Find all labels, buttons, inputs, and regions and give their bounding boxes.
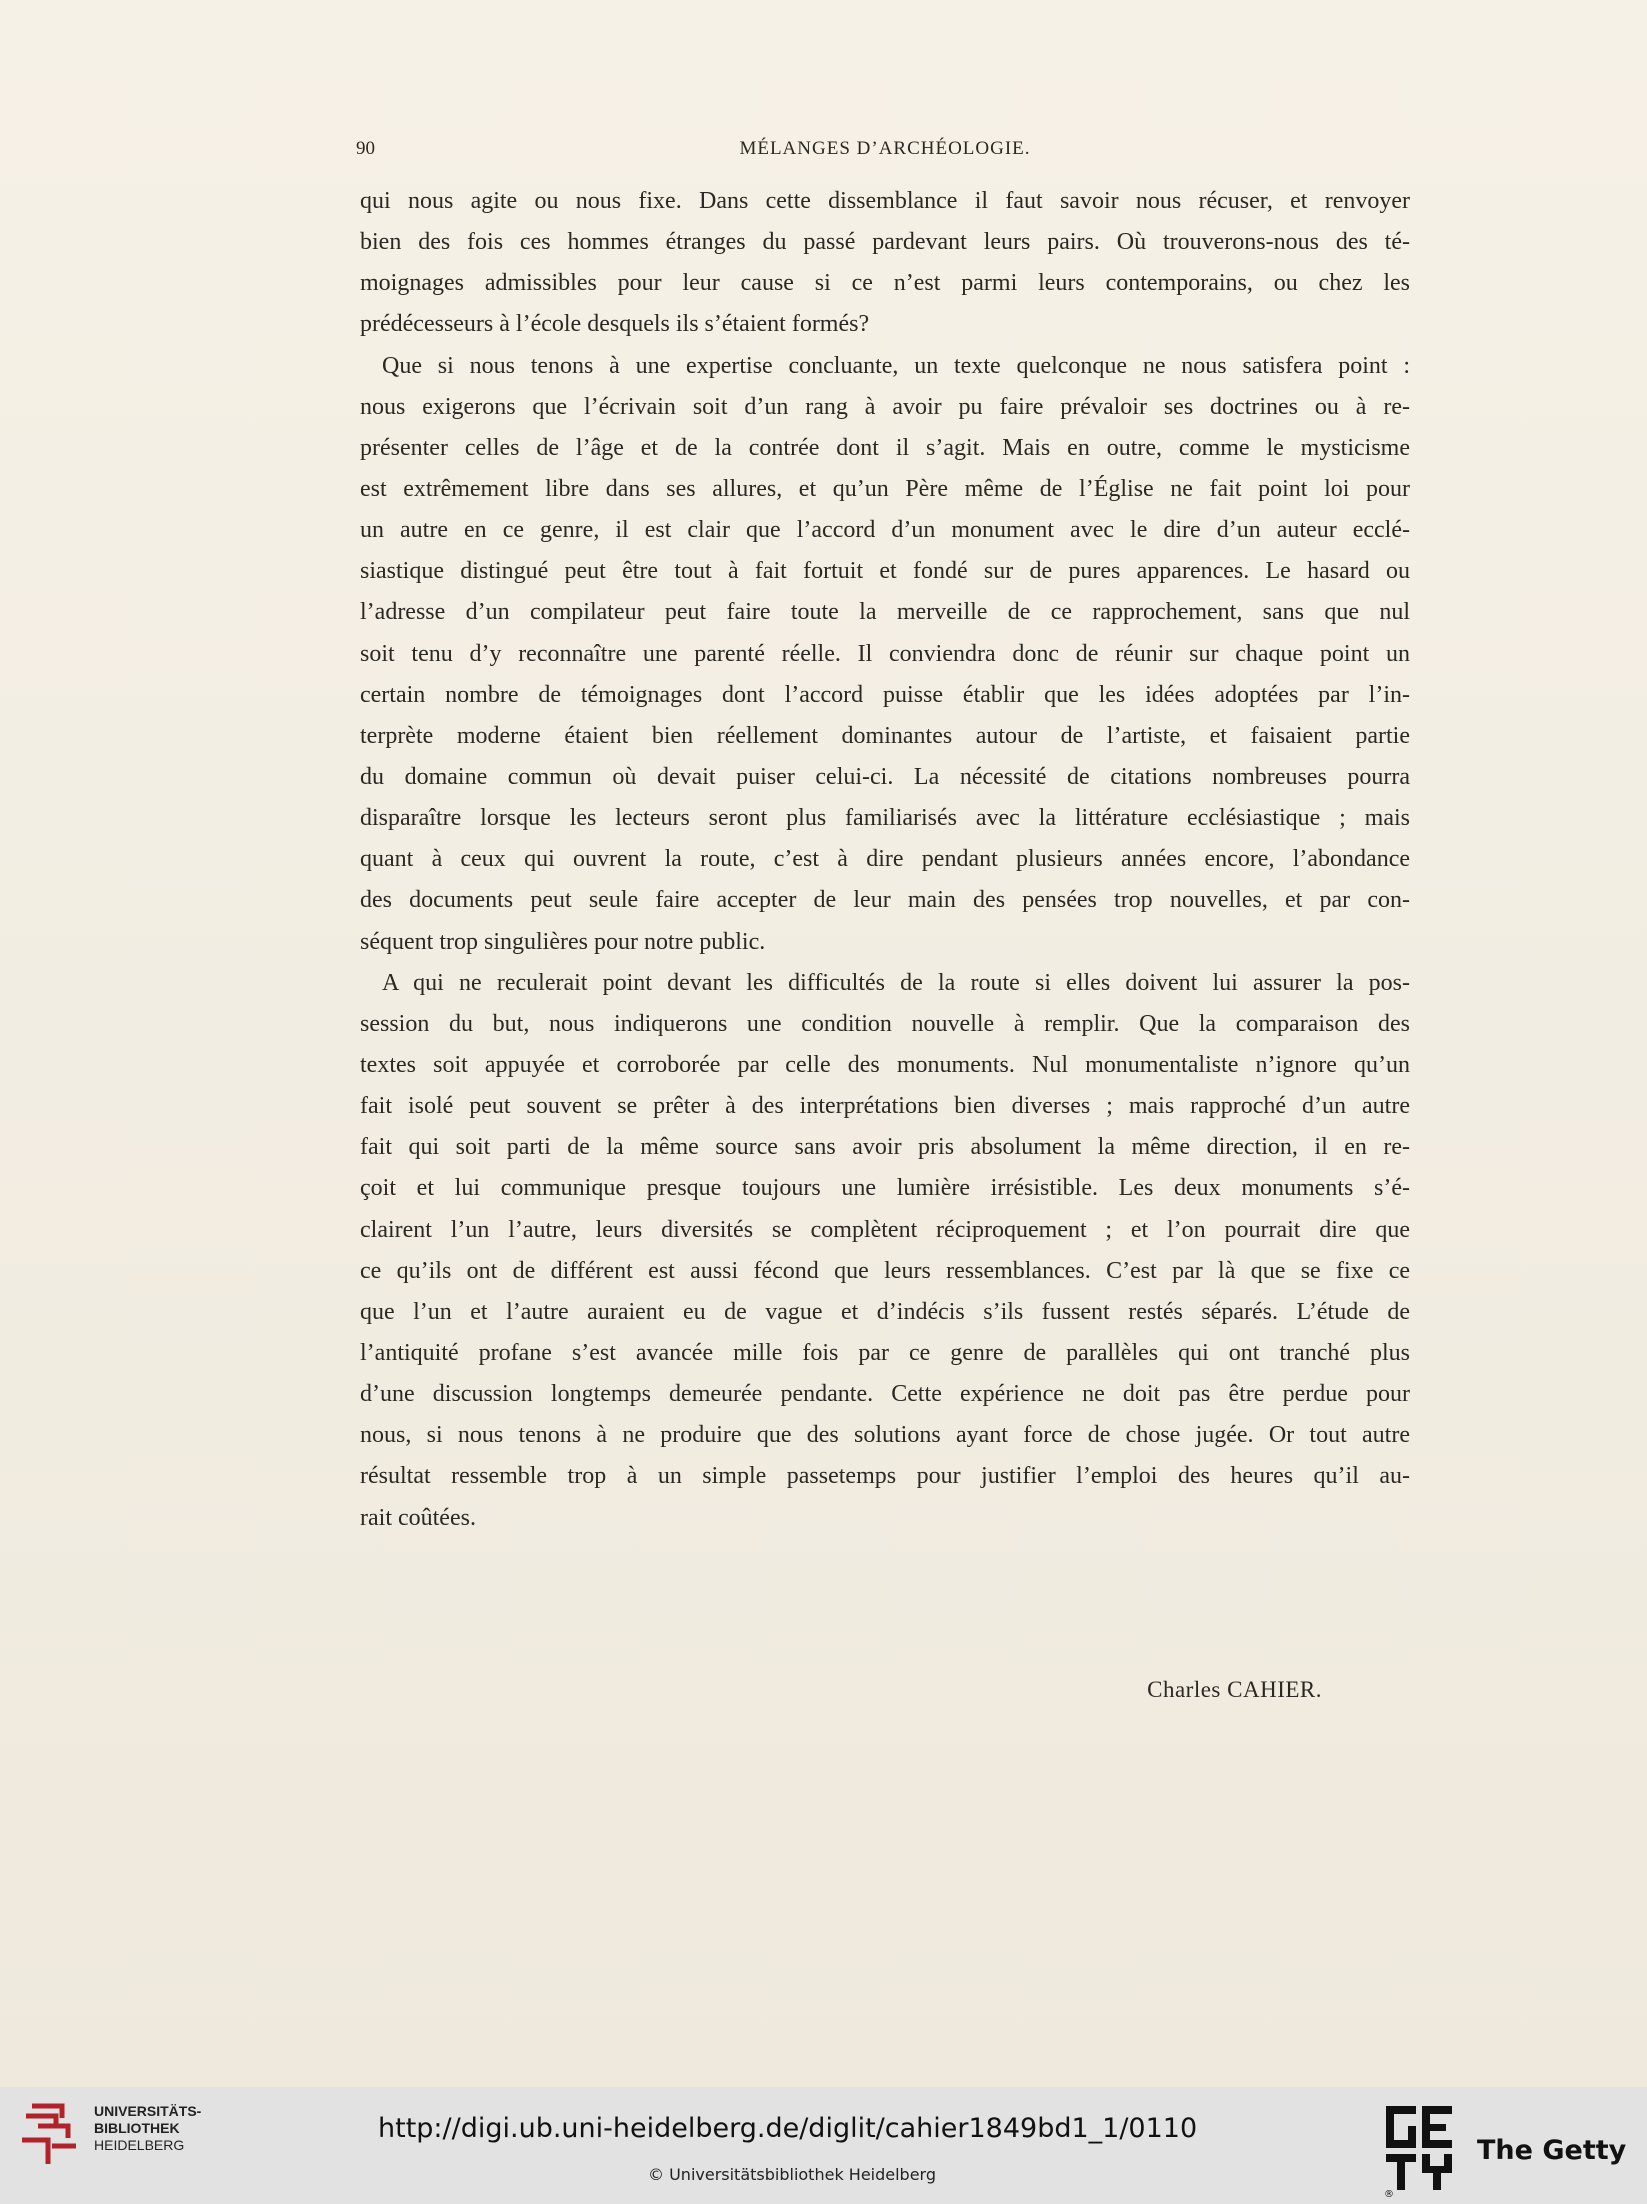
text-line: des documents peut seule faire accepter de leur main des pensées trop nouvelles, et par con- xyxy=(360,887,1410,914)
running-head: MÉLANGES D’ARCHÉOLOGIE. xyxy=(739,138,1031,159)
text-line: est extrêmement libre dans ses allures, et qu’un Père même de l’Église ne fait point loi pour xyxy=(360,475,1410,502)
author-signature: Charles CAHIER. xyxy=(1147,1677,1322,1702)
text-line: textes soit appuyée et corroborée par celle des monuments. Nul monumentaliste n’ignore qu’un xyxy=(360,1051,1410,1078)
text-line: moignages admissibles pour leur cause si ce n’est parmi leurs contemporains, ou chez les xyxy=(360,270,1410,297)
ub-heidelberg-logo-icon[interactable] xyxy=(18,2096,84,2166)
library-name xyxy=(94,2103,201,2154)
text-line: siastique distingué peut être tout à fait fortuit et fondé sur de pures apparences. Le hasard ou xyxy=(360,558,1410,585)
text-line: bien des fois ces hommes étranges du passé pardevant leurs pairs. Où trouverons-nous des té- xyxy=(360,229,1410,256)
body-text xyxy=(360,181,1410,1539)
text-line: un autre en ce genre, il est clair que l’accord d’un monument avec le dire d’un auteur ecclé- xyxy=(360,517,1410,544)
text-line: qui nous agite ou nous fixe. Dans cette dissemblance il faut savoir nous récuser, et renvoyer xyxy=(360,188,1410,214)
text-line: ce qu’ils ont de différent est aussi fécond que leurs ressemblances. C’est par là que se fixe ce xyxy=(360,1257,1410,1284)
text-line: l’antiquité profane s’est avancée mille fois par ce genre de parallèles qui ont tranché plus xyxy=(360,1339,1410,1366)
text-line: terprète moderne étaient bien réellement dominantes autour de l’artiste, et faisaient partie xyxy=(360,722,1410,749)
svg-text:®: ® xyxy=(1384,2189,1394,2198)
text-line: rait coûtées. xyxy=(360,1504,476,1531)
text-line: A qui ne reculerait point devant les difficultés de la route si elles doivent lui assurer la pos- xyxy=(382,969,1410,996)
text-line: du domaine commun où devait puiser celui-ci. La nécessité de citations nombreuses pourra xyxy=(360,763,1410,790)
getty-logo-icon[interactable] xyxy=(1384,2104,1454,2198)
text-line: çoit et lui communique presque toujours une lumière irrésistible. Les deux monuments s’é- xyxy=(360,1175,1410,1202)
text-line: séquent trop singulières pour notre public. xyxy=(360,928,766,955)
text-line: disparaître lorsque les lecteurs seront plus familiarisés avec la littérature ecclésiastique ; mais xyxy=(360,805,1410,832)
text-line: l’adresse d’un compilateur peut faire toute la merveille de ce rapprochement, sans que nul xyxy=(360,599,1410,626)
text-line: certain nombre de témoignages dont l’accord puisse établir que les idées adoptées par l’in- xyxy=(360,681,1410,708)
page-header xyxy=(356,138,1414,168)
text-line: nous, si nous tenons à ne produire que des solutions ayant force de chose jugée. Or tout autre xyxy=(360,1422,1410,1449)
text-line: fait isolé peut souvent se prêter à des interprétations bien diverses ; mais rapproché d’un autre xyxy=(360,1093,1410,1120)
text-line: fait qui soit parti de la même source sans avoir pris absolument la même direction, il en re- xyxy=(360,1134,1410,1161)
text-line: session du but, nous indiquerons une condition nouvelle à remplir. Que la comparaison des xyxy=(360,1010,1410,1037)
getty-name: The Getty xyxy=(1477,2135,1627,2166)
text-line: quant à ceux qui ouvrent la route, c’est à dire pendant plusieurs années encore, l’abondance xyxy=(360,846,1410,873)
text-line: résultat ressemble trop à un simple passetemps pour justifier l’emploi des heures qu’il au- xyxy=(360,1463,1410,1490)
page-number: 90 xyxy=(356,138,375,159)
text-line: d’une discussion longtemps demeurée pendante. Cette expérience ne doit pas être perdue pour xyxy=(360,1381,1410,1408)
text-line: que l’un et l’autre auraient eu de vague et d’indécis s’ils fussent restés séparés. L’étude de xyxy=(360,1298,1410,1325)
text-line: clairent l’un l’autre, leurs diversités se complètent réciproquement ; et l’on pourrait dire que xyxy=(360,1216,1410,1243)
text-line: soit tenu d’y reconnaître une parenté réelle. Il conviendra donc de réunir sur chaque point un xyxy=(360,640,1410,667)
copyright-notice: © Universitätsbibliothek Heidelberg xyxy=(648,2165,937,2184)
text-line: nous exigerons que l’écrivain soit d’un rang à avoir pu faire prévaloir ses doctrines ou à re- xyxy=(360,393,1410,420)
library-name-line: HEIDELBERG xyxy=(94,2137,185,2153)
text-line: prédécesseurs à l’école desquels ils s’étaient formés? xyxy=(360,311,870,338)
library-name-line: UNIVERSITÄTS- xyxy=(94,2103,202,2119)
text-line: Que si nous tenons à une expertise concluante, un texte quelconque ne nous satisfera point : xyxy=(382,352,1410,379)
text-line: présenter celles de l’âge et de la contrée dont il s’agit. Mais en outre, comme le mysticisme xyxy=(360,434,1410,461)
permalink-url[interactable]: http://digi.ub.uni-heidelberg.de/diglit/cahier1849bd1_1/0110 xyxy=(378,2113,1198,2144)
library-name-line: BIBLIOTHEK xyxy=(94,2120,180,2136)
